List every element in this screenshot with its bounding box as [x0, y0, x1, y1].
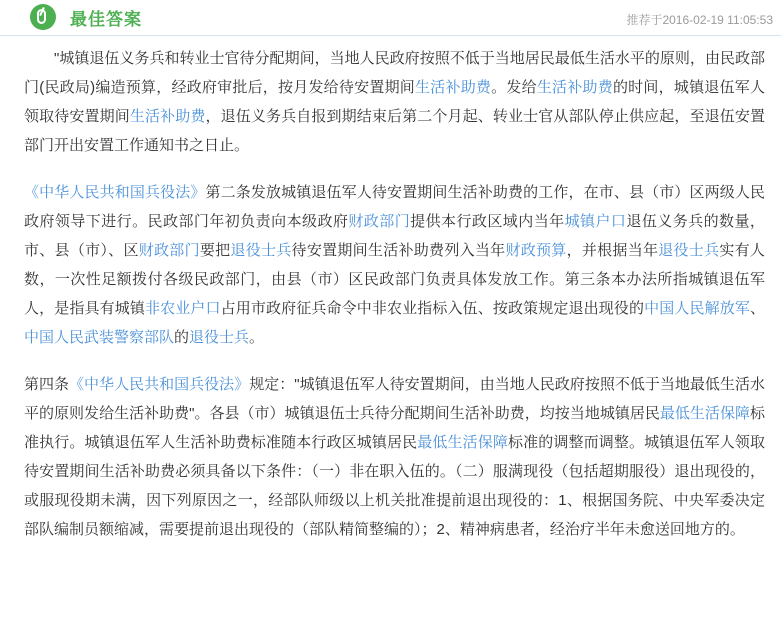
paragraph-text: 提供本行政区域内当年: [410, 213, 565, 230]
inline-link[interactable]: 财政部门: [138, 242, 200, 259]
paragraph-text: 规定："城镇退伍军人待安置期间，由当地人民政府按照不低于当地最低生活水平的原则发给生活补助费"。各县（市）城镇退伍士兵待分配期间生活补助费，均按当地城镇居民: [24, 376, 765, 422]
paragraph-text: 实有人数，一次性足额拨付各级民政部门，由县（市）区民政部门负责具体发放工作。第三条本办法所指城镇退伍军人，是指具有城镇: [24, 242, 765, 317]
answer-paragraph-2: [24, 178, 765, 352]
inline-link[interactable]: 非农业户口: [145, 300, 221, 317]
inline-link[interactable]: 最低生活保障: [659, 405, 750, 422]
answer-paragraph-1: [24, 44, 765, 160]
inline-link[interactable]: 财政部门: [348, 213, 411, 230]
inline-link[interactable]: 生活补助费: [536, 79, 613, 96]
answer-paragraph-3: [24, 370, 765, 544]
inline-link[interactable]: 退役士兵: [658, 242, 720, 259]
paragraph-text: 的: [174, 329, 190, 346]
paragraph-text: 。发给: [491, 79, 537, 96]
inline-link[interactable]: 《中华人民共和国兵役法》: [69, 376, 250, 393]
paragraph-text: ，退伍义务兵自报到期结束后第二个月起、转业士官从部队停止供应起，至退伍安置部门开出安置工作通知书之日止。: [24, 108, 765, 154]
inline-link[interactable]: 城镇户口: [564, 213, 627, 230]
inline-link[interactable]: 生活补助费: [129, 108, 206, 125]
inline-link[interactable]: 《中华人民共和国兵役法》: [24, 184, 206, 201]
paragraph-text: 标准执行。城镇退伍军人生活补助费标准随本行政区城镇居民: [24, 405, 765, 451]
recommend-timestamp: 推荐于2016-02-19 11:05:53: [626, 13, 773, 27]
paragraph-text: 第二条发放城镇退伍军人待安置期间生活补助费的工作，在市、县（市）区两级人民政府领导下进行。民政部门年初负责向本级政府: [24, 184, 765, 230]
paragraph-text: 的时间，城镇退伍军人领取待安置期间: [24, 79, 765, 125]
inline-link[interactable]: 中国人民武装警察部队: [24, 329, 175, 346]
inline-link[interactable]: 财政预算: [505, 242, 567, 259]
inline-link[interactable]: 退役士兵: [230, 242, 292, 259]
answer-body: [0, 36, 781, 544]
best-answer-title: 最佳答案: [70, 10, 142, 29]
best-answer-medal-icon: [30, 4, 56, 30]
inline-link[interactable]: 退役士兵: [189, 329, 250, 346]
paragraph-text: 占用市政府征兵命令中非农业指标入伍、按政策规定退出现役的: [220, 300, 645, 317]
paragraph-text: 要把: [199, 242, 231, 259]
paragraph-text: 标准的调整而调整。城镇退伍军人领取待安置期间生活补助费必须具备以下条件：（一）非在职入伍的。（二）服满现役（包括超期服役）退出现役的，或服现役期未满，因下列原因之一，经部队师级以上机关批准提前退出现役的：1、根据国务院、中央军委决定部队编制员额缩减，需要提前退出现役的（部队精简整编的）；2、精神病患者，经治疗半年未愈送回地方的。: [24, 434, 765, 538]
answer-header: [0, 0, 781, 36]
paragraph-text: ，并根据当年: [566, 242, 659, 259]
paragraph-text: 、: [749, 300, 765, 317]
inline-link[interactable]: 生活补助费: [415, 79, 492, 96]
paragraph-text: 待安置期间生活补助费列入当年: [291, 242, 506, 259]
paragraph-text: 退伍义务兵的数量，市、县（市）、区: [24, 213, 765, 259]
inline-link[interactable]: 最低生活保障: [417, 434, 508, 451]
paragraph-text: 。: [249, 329, 265, 346]
paragraph-text: 第四条: [24, 376, 70, 393]
inline-link[interactable]: 中国人民解放军: [644, 300, 750, 317]
paragraph-text: "城镇退伍义务兵和转业士官待分配期间，当地人民政府按照不低于当地居民最低生活水平的原则，由民政部门(民政局)编造预算，经政府审批后，按月发给待安置期间: [24, 50, 765, 96]
